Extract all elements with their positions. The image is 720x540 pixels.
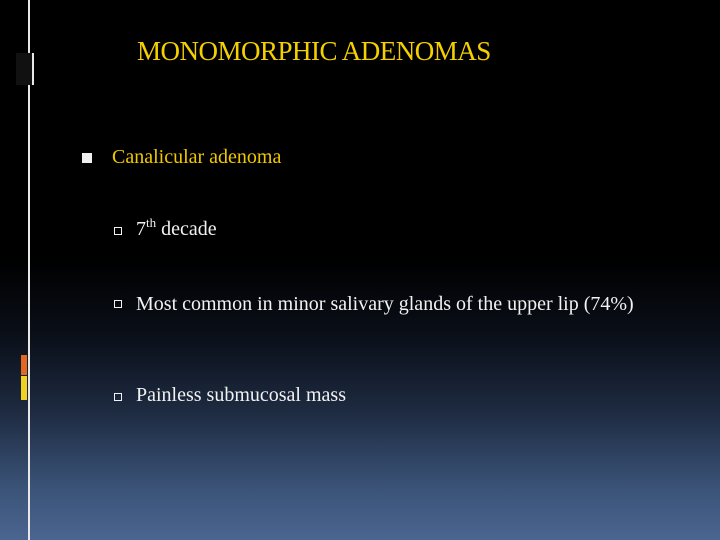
hollow-square-bullet-icon <box>114 227 122 235</box>
decorative-block-top <box>16 53 34 85</box>
sub-bullet-decade <box>114 215 217 241</box>
decade-number: 7 <box>136 218 146 240</box>
hollow-square-bullet-icon <box>114 300 122 308</box>
sub-bullet-text: Painless submucosal mass <box>136 384 346 406</box>
sub-bullet-text: Most common in minor salivary glands of the upper lip (74%) <box>136 293 634 315</box>
decorative-bar-orange <box>21 355 27 375</box>
main-bullet <box>82 146 281 169</box>
sub-bullet-location <box>114 289 694 320</box>
slide-title: MONOMORPHIC ADENOMAS <box>137 36 491 66</box>
decorative-bar-yellow <box>21 376 27 400</box>
decade-word: decade <box>156 218 217 240</box>
main-bullet-text: Canalicular adenoma <box>112 146 282 168</box>
ordinal-suffix: th <box>146 215 157 230</box>
sub-bullet-text <box>136 215 217 241</box>
sub-bullet-presentation <box>114 384 346 407</box>
filled-square-bullet-icon <box>82 153 92 163</box>
hollow-square-bullet-icon <box>114 393 122 401</box>
